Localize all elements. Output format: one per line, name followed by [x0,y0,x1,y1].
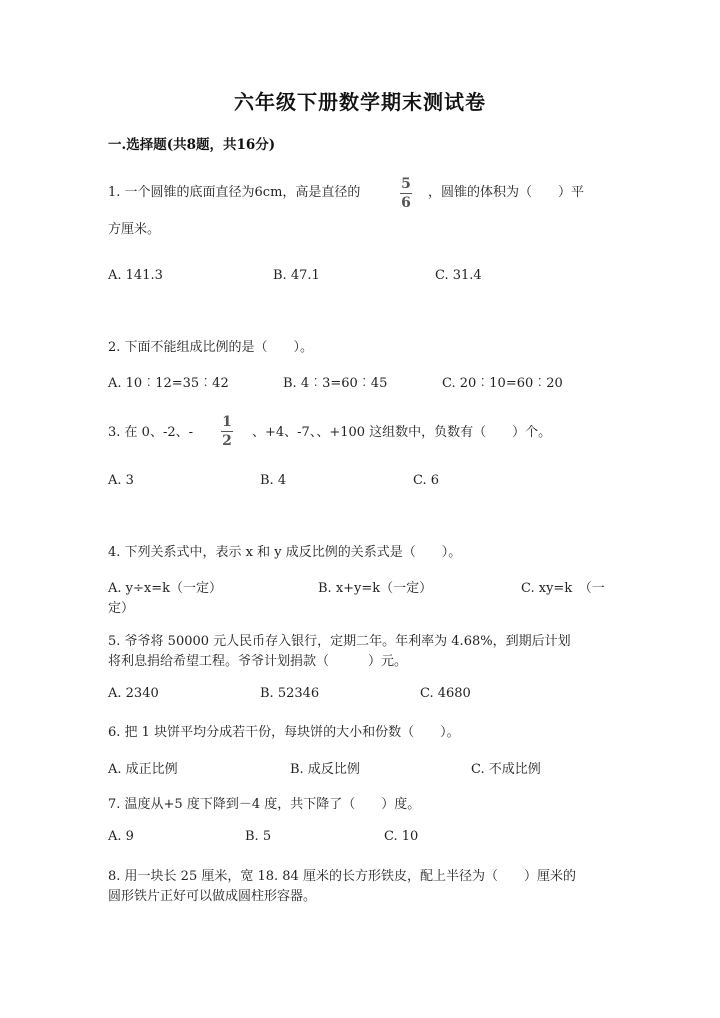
question-3-fraction [221,414,233,449]
question-1-text-part1: 1. 一个圆锥的底面直径为6cm，高是直径的 [108,185,361,200]
question-6-option-b: B. 成反比例 [290,762,360,777]
question-3-option-c: C. 6 [413,473,440,488]
question-6-option-c: C. 不成比例 [471,762,541,777]
question-7-option-b: B. 5 [245,829,272,844]
fraction-bar [221,431,233,432]
question-6-text: 6. 把 1 块饼平均分成若干份，每块饼的大小和份数（ ）。 [108,725,460,740]
page-title: 六年级下册数学期末测试卷 [234,90,486,114]
question-2-option-c: C. 20︰10=60︰20 [442,376,563,391]
question-2-option-a: A. 10︰12=35︰42 [108,376,229,391]
question-5-text-line2: 将利息捐给希望工程。爷爷计划捐款（ ）元。 [108,654,408,669]
question-3-option-a: A. 3 [108,473,134,488]
fraction-bar [400,193,412,194]
question-2-text: 2. 下面不能组成比例的是（ ）。 [108,340,314,355]
question-7-text: 7. 温度从+5 度下降到－4 度，共下降了（ ）度。 [108,797,421,812]
question-8-text-line2: 圆形铁片正好可以做成圆柱形容器。 [108,889,317,904]
question-7-option-c: C. 10 [384,829,419,844]
section-heading: 一.选择题(共8题，共16分) [108,137,276,153]
question-1-option-b: B. 47.1 [273,268,320,283]
question-3-text-part1: 3. 在 0、-2、- [108,425,193,440]
question-6-option-a: A. 成正比例 [108,762,178,777]
question-1-option-c: C. 31.4 [435,268,482,283]
fraction-numerator: 1 [222,414,232,430]
question-4-option-c-wrap: 定） [108,601,135,616]
question-5-text-line1: 5. 爷爷将 50000 元人民币存入银行，定期二年。年利率为 4.68%，到期后计划 [108,634,571,649]
question-7-option-a: A. 9 [108,829,134,844]
question-8-text-line1: 8. 用一块长 25 厘米，宽 18. 84 厘米的长方形铁皮，配上半径为（ ）厘米的 [108,869,576,884]
question-1-fraction [400,176,412,211]
question-5-option-b: B. 52346 [260,686,320,701]
fraction-denominator: 6 [401,195,411,211]
question-4-option-c: C. xy=k （一 [521,581,605,596]
question-1-text-part2: ，圆锥的体积为（ ）平 [428,185,585,200]
fraction-denominator: 2 [222,433,232,449]
question-1-text-line2: 方厘米。 [108,222,161,237]
question-2-option-b: B. 4︰3=60︰45 [283,376,388,391]
question-3-option-b: B. 4 [260,473,287,488]
question-1-option-a: A. 141.3 [108,268,163,283]
question-4-text: 4. 下列关系式中，表示 x 和 y 成反比例的关系式是（ ）。 [108,545,462,560]
question-5-option-a: A. 2340 [108,686,159,701]
question-4-option-b: B. x+y=k（一定） [318,581,433,596]
fraction-numerator: 5 [401,176,411,192]
question-4-option-a: A. y÷x=k（一定） [108,581,222,596]
question-5-option-c: C. 4680 [420,686,471,701]
question-3-text-part2: 、+4、-7、、+100 这组数中，负数有（ ）个。 [252,425,552,440]
